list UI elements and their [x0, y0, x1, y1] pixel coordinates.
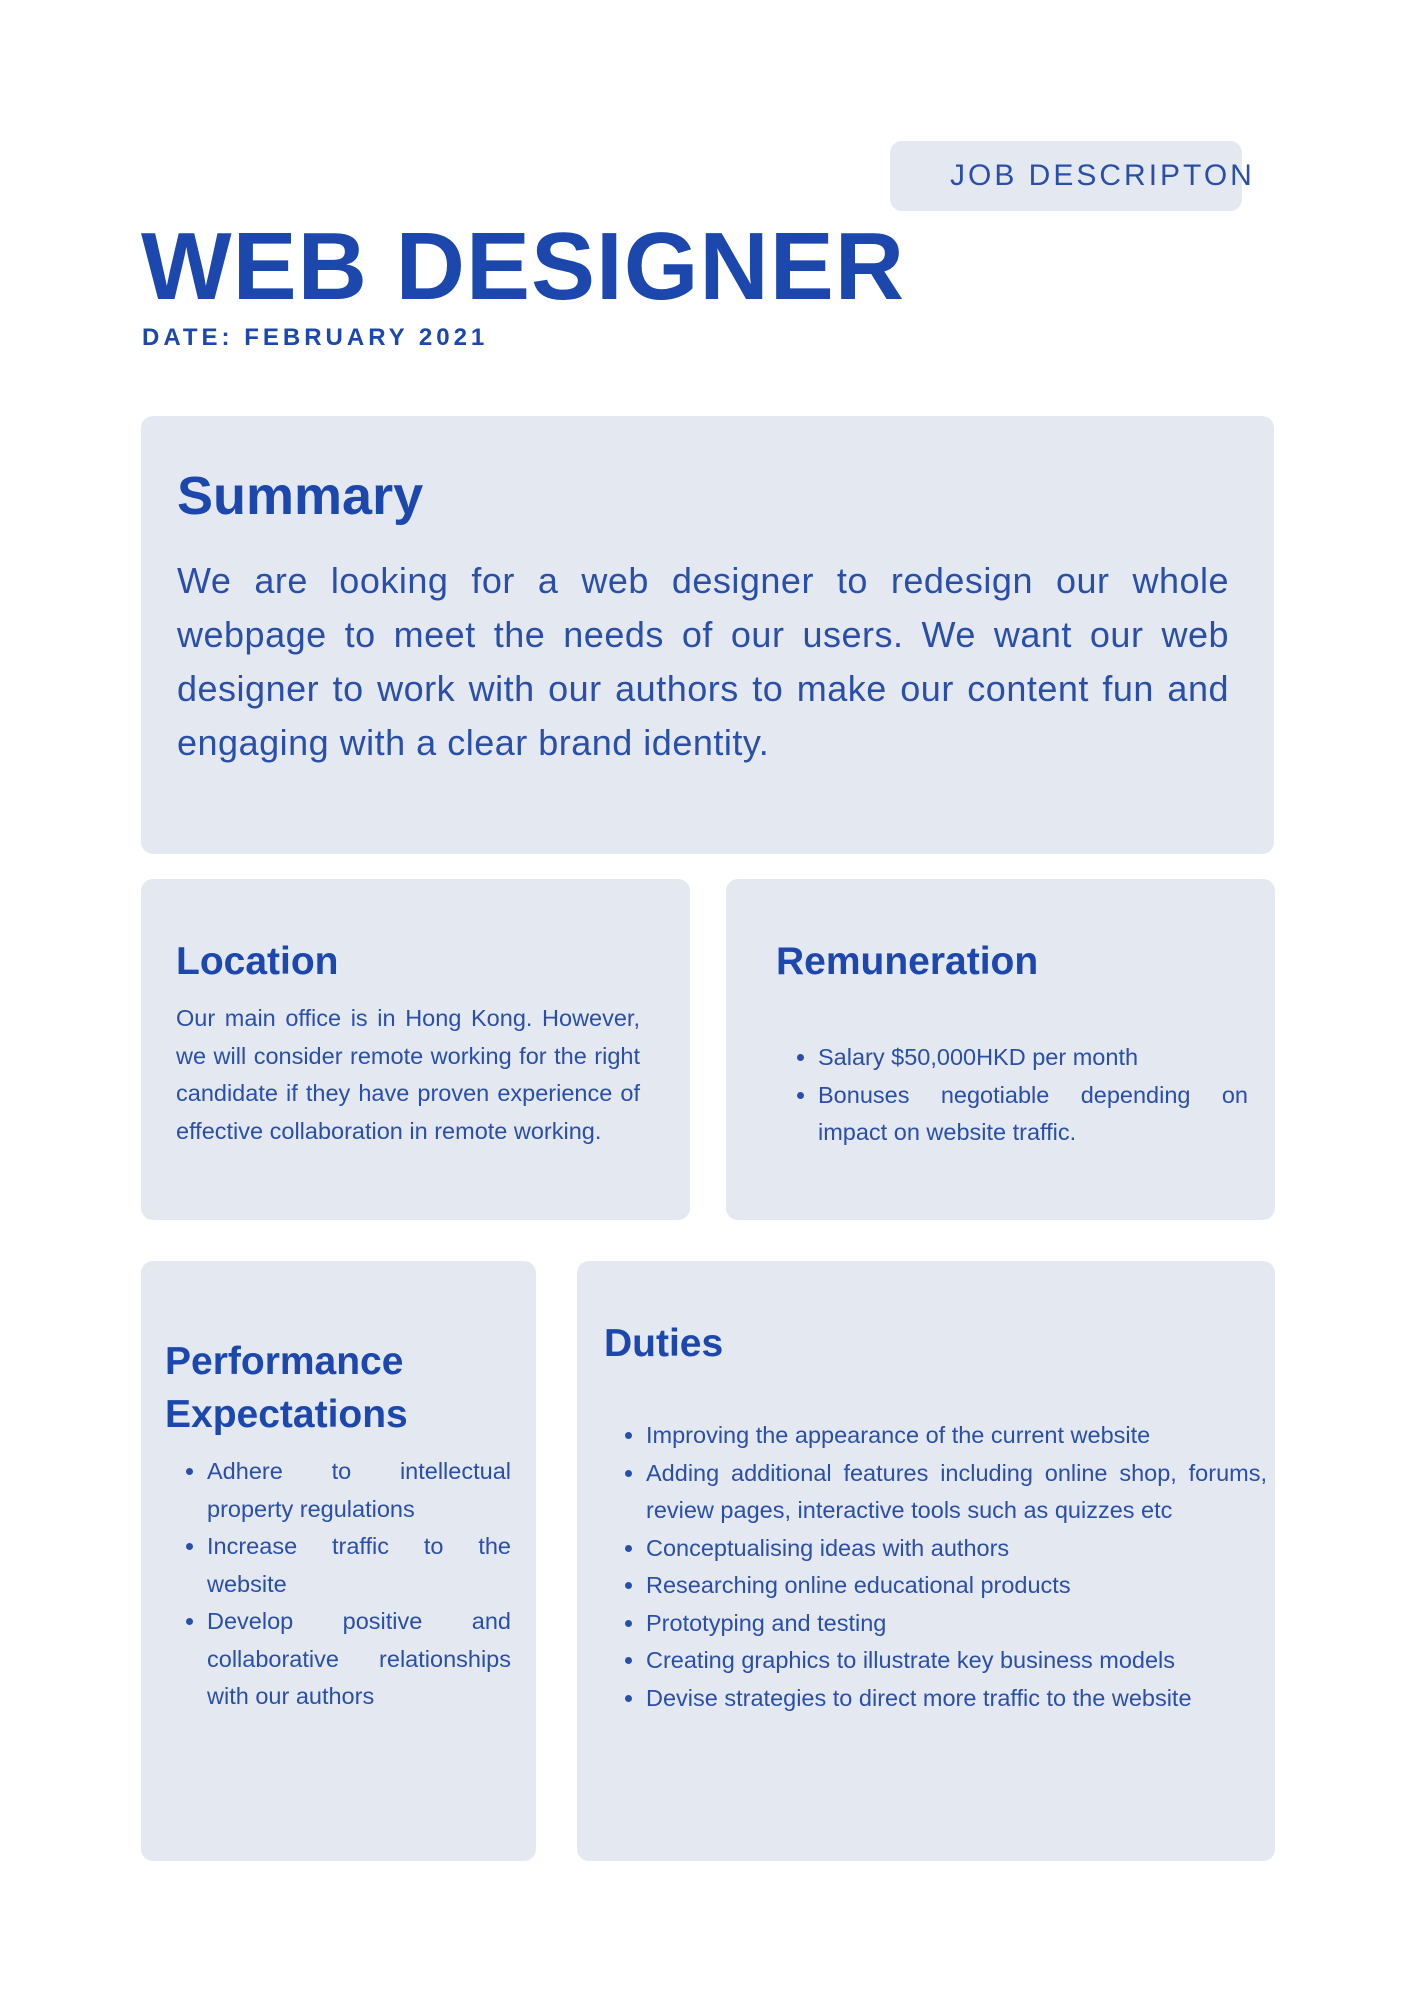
remuneration-card [726, 879, 1275, 1220]
list-item: • Conceptualising ideas with authors [646, 1530, 1267, 1568]
summary-card [141, 416, 1274, 854]
location-heading: Location [176, 940, 339, 983]
list-item: • Researching online educational products [646, 1567, 1267, 1605]
list-item: • Develop positive and collaborative relationships with our authors [207, 1603, 511, 1716]
remuneration-heading: Remuneration [776, 940, 1039, 983]
summary-heading: Summary [177, 466, 424, 526]
duties-heading: Duties [604, 1322, 724, 1365]
performance-heading: Performance Expectations [165, 1340, 408, 1436]
list-item: • Adhere to intellectual property regulations [207, 1453, 511, 1528]
performance-card [141, 1261, 536, 1861]
list-item: • Bonuses negotiable depending on impact on website traffic. [818, 1077, 1248, 1152]
badge-label: JOB DESCRIPTON [950, 159, 1255, 192]
list-item: • Adding additional features including online shop, forums, review pages, interactive tools such as quizzes etc [646, 1455, 1267, 1530]
list-item: • Prototyping and testing [646, 1605, 1267, 1643]
duties-list [604, 1417, 1267, 1717]
list-item: • Increase traffic to the website [207, 1528, 511, 1603]
duties-card [577, 1261, 1275, 1861]
location-card [141, 879, 690, 1220]
remuneration-list [776, 1039, 1248, 1152]
performance-list [165, 1453, 511, 1716]
list-item: • Improving the appearance of the current website [646, 1417, 1267, 1455]
job-description-badge [890, 141, 1255, 211]
list-item: • Salary $50,000HKD per month [818, 1039, 1248, 1077]
list-item: • Creating graphics to illustrate key business models [646, 1642, 1267, 1680]
list-item: • Devise strategies to direct more traffic to the website [646, 1680, 1267, 1718]
date-line: DATE: FEBRUARY 2021 [142, 324, 489, 351]
location-text: Our main office is in Hong Kong. However, we will consider remote working for the right candidate if they have proven experience of effective collaboration in remote working. [176, 1005, 640, 1144]
summary-text: We are looking for a web designer to redesign our whole webpage to meet the needs of our users. We want our web designer to work with our authors to make our content fun and engaging with a clear brand identity. [177, 560, 1229, 763]
page-title: WEB DESIGNER [141, 213, 906, 320]
